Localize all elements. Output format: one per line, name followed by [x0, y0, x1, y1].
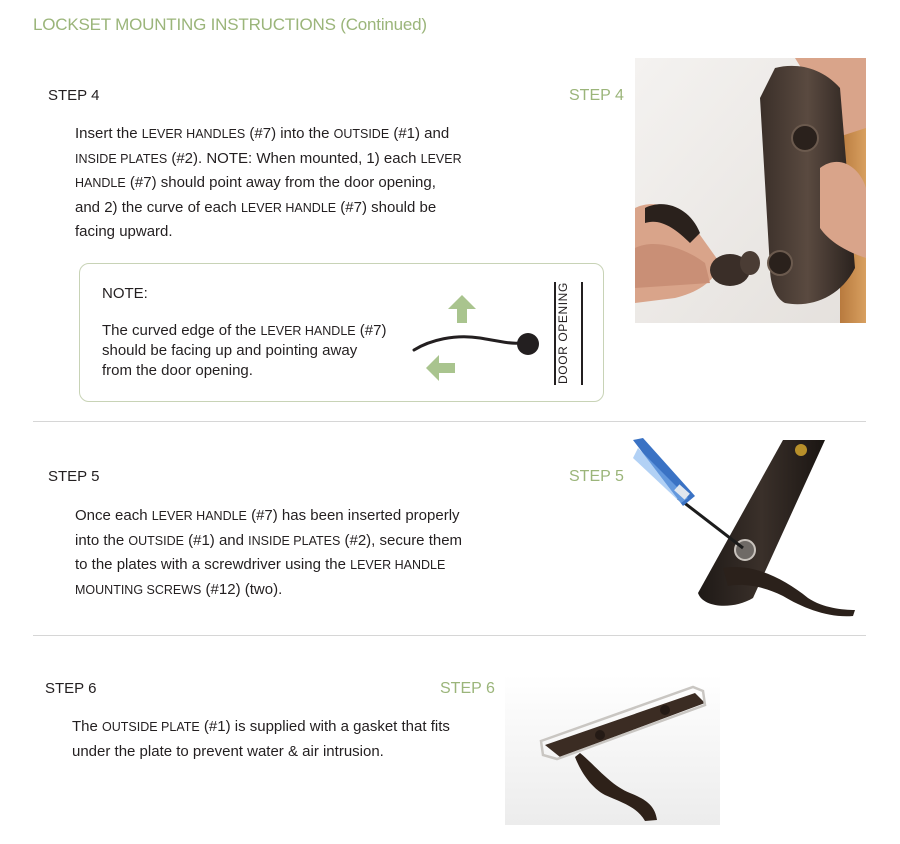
section-divider	[33, 635, 866, 636]
step-4-instructions: Insert the LEVER HANDLES (#7) into the OUTSIDE (#1) and INSIDE PLATES (#2). NOTE: When mounted, 1) each LEVER HANDLE (#7) should point away from the door opening, and 2) the curve of each LEVER HANDLE (#7) should be facing upward.	[75, 125, 462, 240]
door-opening-label: DOOR OPENING	[556, 282, 570, 384]
page-title: LOCKSET MOUNTING INSTRUCTIONS (Continued)	[33, 15, 427, 34]
step-6-photo	[505, 675, 720, 825]
step-5-photo-label: STEP 5	[569, 468, 624, 485]
step-4-photo	[635, 58, 866, 323]
section-divider	[33, 421, 866, 422]
step-6-photo-label: STEP 6	[440, 680, 495, 697]
step-5-instructions: Once each LEVER HANDLE (#7) has been inserted properly into the OUTSIDE (#1) and INSIDE PLATES (#2), secure them to the plates with a screwdriver using the LEVER HANDLE MOUNTING SCREWS (#12) (two).	[75, 507, 463, 598]
step-4-photo-label: STEP 4	[569, 87, 624, 104]
note-box	[79, 263, 604, 402]
step-5-label: STEP 5	[48, 468, 100, 485]
arrow-left-icon	[426, 355, 455, 381]
step-5-photo	[633, 438, 863, 618]
arrow-up-icon	[448, 295, 476, 323]
lever-handle-diagram-icon	[410, 292, 550, 384]
step-4-label: STEP 4	[48, 87, 100, 104]
note-title: NOTE:	[102, 285, 148, 302]
step-6-label: STEP 6	[45, 680, 97, 697]
step-6-instructions: The OUTSIDE PLATE (#1) is supplied with a gasket that fits under the plate to prevent water & air intrusion.	[72, 718, 450, 760]
note-text: The curved edge of the LEVER HANDLE (#7) should be facing up and pointing away from the door opening.	[102, 322, 387, 379]
